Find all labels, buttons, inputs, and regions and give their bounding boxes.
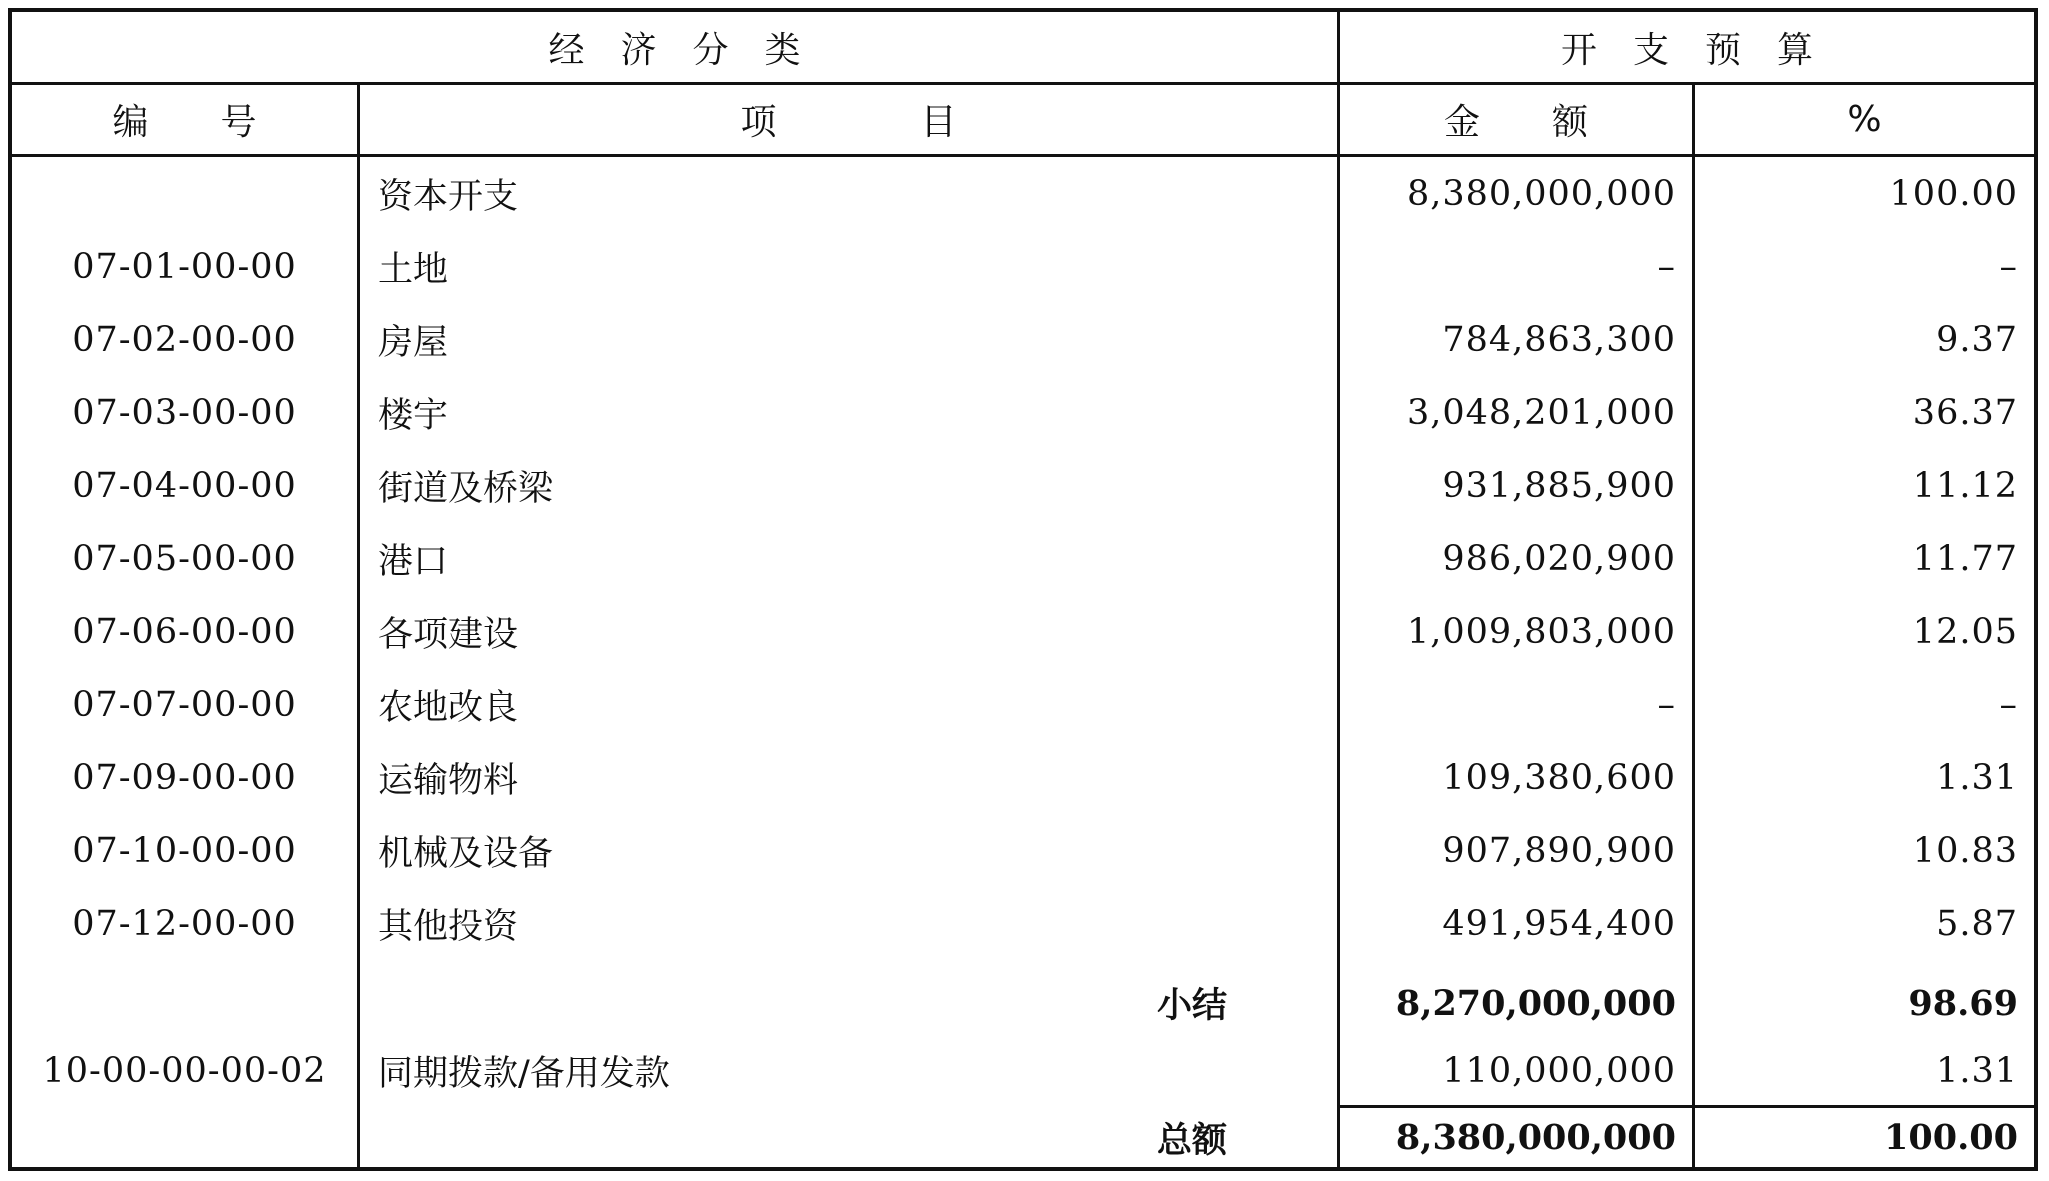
row-amount: 3,048,201,000 [1406,392,1676,433]
row-item: 港口 [378,541,449,582]
row-percent: – [1999,246,2018,287]
row-code [12,157,357,230]
row-percent: 5.87 [1936,903,2018,944]
row-percent: 100.00 [1889,173,2018,214]
row-code: 07-10-00-00 [72,830,297,871]
row-code: 07-07-00-00 [72,684,297,725]
header-amount: 金 额 [1443,102,1588,143]
row-code: 07-04-00-00 [72,465,297,506]
header-percent: % [1847,99,1882,140]
row-amount: 907,890,900 [1442,830,1676,871]
row-item: 运输物料 [378,760,519,801]
budget-table [8,8,2038,1171]
row-amount: 1,009,803,000 [1406,611,1676,652]
row-item: 各项建设 [378,614,519,655]
row-item: 机械及设备 [378,833,554,874]
row-percent: 11.12 [1912,465,2018,506]
advance-row-percent: 1.31 [1936,1051,2018,1091]
header-item: 项 目 [740,102,957,143]
row-amount: 784,863,300 [1442,319,1676,360]
subtotal-amount: 8,270,000,000 [1395,982,1676,1024]
row-amount: 8,380,000,000 [1406,173,1676,214]
row-code: 07-03-00-00 [72,392,297,433]
row-item: 街道及桥梁 [378,468,554,509]
row-code: 07-06-00-00 [72,611,297,652]
row-code: 07-12-00-00 [72,903,297,944]
row-code: 07-02-00-00 [72,319,297,360]
row-amount: 986,020,900 [1442,538,1676,579]
total-amount: 8,380,000,000 [1395,1117,1676,1158]
row-item: 其他投资 [378,906,519,947]
row-percent: 36.37 [1912,392,2018,433]
row-amount: 109,380,600 [1442,757,1676,798]
row-percent: 10.83 [1912,830,2018,871]
row-code: 07-09-00-00 [72,757,297,798]
subtotal-percent: 98.69 [1908,982,2018,1024]
row-code: 07-01-00-00 [72,246,297,287]
advance-row-code: 10-00-00-00-02 [42,1051,327,1091]
header-expenditure-budget: 开 支 预 算 [1560,29,1813,71]
row-code: 07-05-00-00 [72,538,297,579]
row-percent: 12.05 [1912,611,2018,652]
advance-row-item: 同期拨款/备用发款 [378,1054,670,1094]
row-percent: 11.77 [1912,538,2018,579]
row-item: 房屋 [378,322,449,363]
total-percent: 100.00 [1884,1117,2018,1158]
row-percent: – [1999,684,2018,725]
row-item: 农地改良 [378,687,519,728]
header-code: 编 号 [112,102,257,143]
header-economic-classification: 经 济 分 类 [548,29,801,71]
subtotal-label: 小结 [1156,986,1227,1026]
row-amount: 491,954,400 [1442,903,1676,944]
total-label: 总额 [1156,1120,1227,1161]
row-item: 资本开支 [378,176,519,217]
row-amount: – [1657,246,1676,287]
row-item: 土地 [378,249,449,290]
row-percent: 9.37 [1936,319,2018,360]
row-amount: 931,885,900 [1442,465,1676,506]
row-percent: 1.31 [1936,757,2018,798]
row-item: 楼宇 [378,395,449,436]
row-amount: – [1657,684,1676,725]
advance-row-amount: 110,000,000 [1442,1051,1676,1091]
